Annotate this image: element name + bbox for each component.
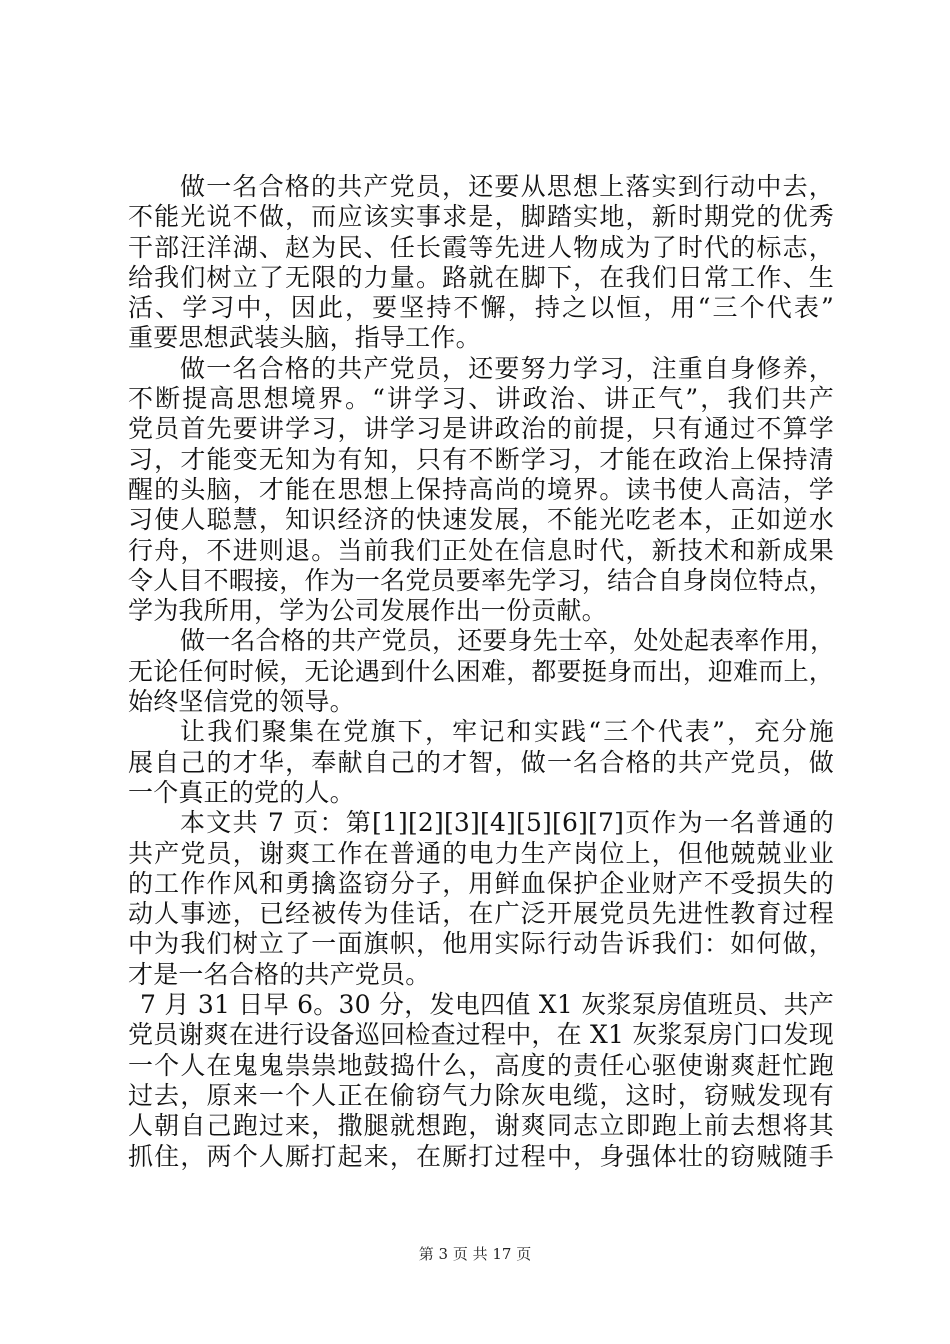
document-body bbox=[128, 172, 834, 1172]
text-line: 做一名合格的共产党员，还要身先士卒，处处起表率作用， bbox=[180, 626, 836, 656]
text-line: 做一名合格的共产党员，还要从思想上落实到行动中去， bbox=[180, 172, 834, 201]
paragraph bbox=[128, 717, 834, 808]
text-line: 人朝自己跑过来，撒腿就想跑，谢爽同志立即跑上前去想将其 bbox=[128, 1111, 834, 1141]
text-line: 动人事迹，已经被传为佳话，在广泛开展党员先进性教育过程 bbox=[128, 899, 834, 929]
paragraph bbox=[128, 626, 834, 717]
text-line: 才是一名合格的共产党员。 bbox=[128, 959, 431, 989]
text-line: 7 月 31 日早 6。30 分，发电四值 X1 灰浆泵房值班员、共产 bbox=[140, 990, 834, 1020]
paragraph bbox=[128, 354, 834, 627]
text-line: 抓住，两个人厮打起来，在厮打过程中，身强体壮的窃贼随手 bbox=[128, 1141, 834, 1171]
text-line: 不断提高思想境界。“讲学习、讲政治、讲正气”，我们共产 bbox=[128, 384, 834, 414]
text-line: 始终坚信党的领导。 bbox=[128, 687, 355, 717]
text-line: 共产党员，谢爽工作在普通的电力生产岗位上，但他兢兢业业 bbox=[128, 838, 834, 868]
text-line: 一个人在鬼鬼祟祟地鼓捣什么，高度的责任心驱使谢爽赶忙跑 bbox=[128, 1050, 834, 1080]
text-line: 不能光说不做，而应该实事求是，脚踏实地，新时期党的优秀 bbox=[128, 202, 834, 232]
text-line: 行舟，不进则退。当前我们正处在信息时代，新技术和新成果 bbox=[128, 535, 834, 565]
text-line: 重要思想武装头脑，指导工作。 bbox=[128, 323, 481, 353]
text-line: 习使人聪慧，知识经济的快速发展，不能光吃老本，正如逆水 bbox=[128, 505, 834, 535]
text-line: 给我们树立了无限的力量。路就在脚下，在我们日常工作、生 bbox=[128, 262, 834, 292]
page-number-footer: 第 3 页 共 17 页 bbox=[418, 1245, 532, 1263]
paragraph bbox=[128, 808, 834, 990]
text-line: 让我们聚集在党旗下，牢记和实践“三个代表”，充分施 bbox=[180, 717, 834, 747]
text-line: 展自己的才华，奉献自己的才智，做一名合格的共产党员，做 bbox=[128, 747, 834, 777]
text-line: 的工作作风和勇擒盗窃分子，用鲜血保护企业财产不受损失的 bbox=[128, 868, 834, 898]
text-line: 令人目不暇接，作为一名党员要率先学习，结合自身岗位特点， bbox=[128, 565, 834, 595]
text-line: 干部汪洋湖、赵为民、任长霞等先进人物成为了时代的标志， bbox=[128, 232, 834, 262]
text-line: 学为我所用，学为公司发展作出一份贡献。 bbox=[128, 596, 607, 626]
text-line: 做一名合格的共产党员，还要努力学习，注重自身修养， bbox=[180, 353, 834, 383]
text-line: 过去，原来一个人正在偷窃气力除灰电缆，这时，窃贼发现有 bbox=[128, 1080, 834, 1110]
text-line: 党员谢爽在进行设备巡回检查过程中，在 X1 灰浆泵房门口发现 bbox=[128, 1020, 834, 1050]
text-line: 醒的头脑，才能在思想上保持高尚的境界。读书使人高洁，学 bbox=[128, 474, 834, 504]
text-line: 活、学习中，因此，要坚持不懈，持之以恒，用“三个代表” bbox=[128, 293, 834, 323]
text-line: 无论任何时候，无论遇到什么困难，都要挺身而出，迎难而上， bbox=[128, 656, 834, 686]
text-line: 一个真正的党的人。 bbox=[128, 777, 355, 807]
paragraph bbox=[128, 172, 834, 354]
text-line: 党员首先要讲学习，讲学习是讲政治的前提，只有通过不算学 bbox=[128, 414, 834, 444]
paragraph bbox=[128, 990, 834, 1172]
text-line: 习，才能变无知为有知，只有不断学习，才能在政治上保持清 bbox=[128, 444, 834, 474]
text-line: 本文共 7 页：第[1][2][3][4][5][6][7]页作为一名普通的 bbox=[180, 808, 834, 838]
text-line: 中为我们树立了一面旗帜，他用实际行动告诉我们：如何做， bbox=[128, 929, 834, 959]
